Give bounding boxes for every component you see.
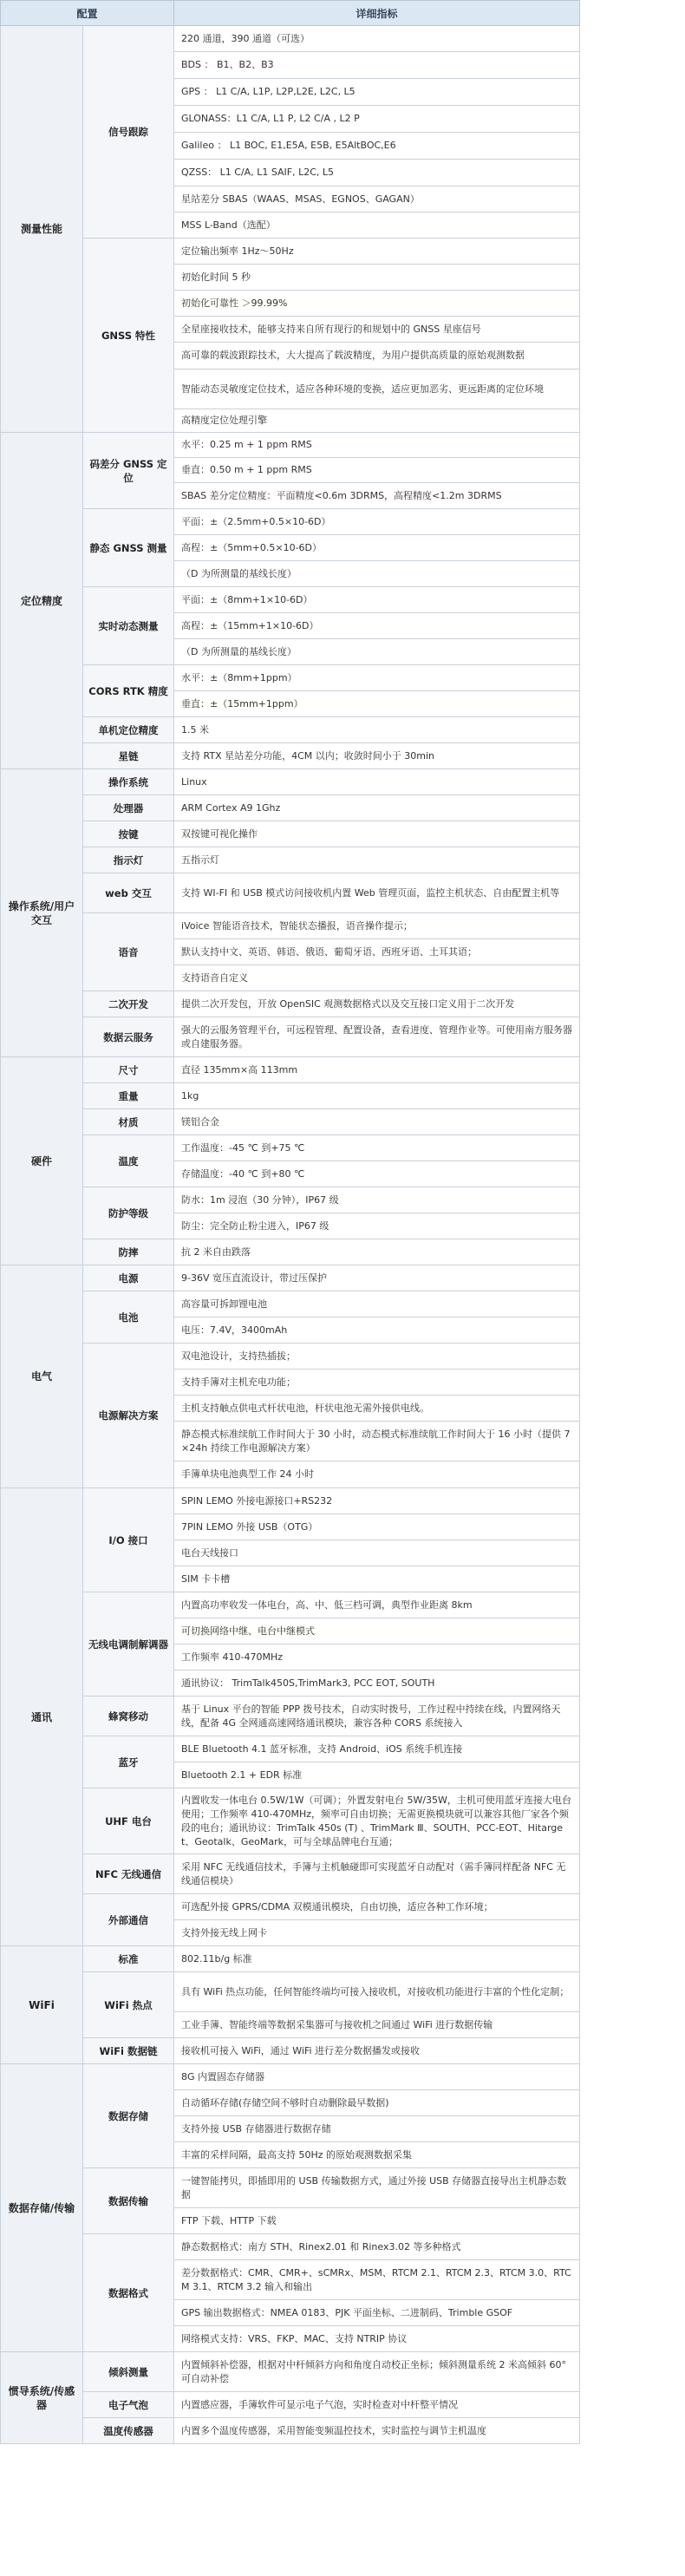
subcategory-cell: 电源 [83, 1265, 174, 1291]
detail-cell: 垂直：±（15mm+1ppm） [174, 691, 580, 717]
detail-cell: 内置倾斜补偿器，根据对中杆倾斜方向和角度自动校正坐标；倾斜测量系统 2 米高倾斜 60°可自动补偿 [174, 2352, 580, 2392]
table-row [1, 1109, 580, 1135]
detail-cell: BLE Bluetooth 4.1 蓝牙标准，支持 Android、iOS 系统手机连接 [174, 1736, 580, 1762]
detail-cell: SIM 卡卡槽 [174, 1566, 580, 1592]
subcategory-cell: 单机定位精度 [83, 717, 174, 743]
detail-cell: 802.11b/g 标准 [174, 1946, 580, 1972]
detail-cell: 静态模式标准续航工作时间大于 30 小时，动态模式标准续航工作时间大于 16 小时（提供 7×24h 持续工作电源解决方案） [174, 1422, 580, 1461]
subcategory-cell: 语音 [83, 913, 174, 991]
table-row [1, 433, 580, 458]
table-row [1, 847, 580, 873]
subcategory-cell: 电源解决方案 [83, 1344, 174, 1488]
detail-cell: 内置高功率收发一体电台，高、中、低三档可调，典型作业距离 8km [174, 1592, 580, 1618]
detail-cell: Linux [174, 769, 580, 795]
detail-cell: GPS 输出数据格式：NMEA 0183、PJK 平面坐标、二进制码、Trimble GSOF [174, 2300, 580, 2326]
table-row [1, 239, 580, 265]
subcategory-cell: 按键 [83, 821, 174, 847]
subcategory-cell: 倾斜测量 [83, 2352, 174, 2392]
detail-cell: 内置多个温度传感器，采用智能变频温控技术，实时监控与调节主机温度 [174, 2418, 580, 2444]
detail-cell: 防尘：完全防止粉尘进入，IP67 级 [174, 1213, 580, 1239]
detail-cell: 强大的云服务管理平台，可远程管理、配置设备，查看进度、管理作业等。可使用南方服务器或自建服务器。 [174, 1017, 580, 1057]
subcategory-cell: 数据传输 [83, 2168, 174, 2234]
detail-cell: 采用 NFC 无线通信技术，手簿与主机触碰即可实现蓝牙自动配对（需手簿同样配备 NFC 无线通信模块） [174, 1854, 580, 1894]
detail-cell: 可选配外接 GPRS/CDMA 双模通讯模块，自由切换，适应各种工作环境； [174, 1894, 580, 1920]
detail-cell: 可切换网络中继、电台中继模式 [174, 1618, 580, 1644]
detail-cell: 支持外接无线上网卡 [174, 1920, 580, 1946]
detail-cell: 直径 135mm×高 113mm [174, 1057, 580, 1083]
table-row [1, 1592, 580, 1618]
category-cell: WiFi [1, 1946, 83, 2064]
detail-cell: 抗 2 米自由跌落 [174, 1239, 580, 1265]
table-row [1, 873, 580, 913]
subcategory-cell: 星链 [83, 743, 174, 769]
subcategory-cell: 信号跟踪 [83, 26, 174, 239]
table-row [1, 1344, 580, 1370]
detail-cell: 提供二次开发包，开放 OpenSIC 观测数据格式以及交互接口定义用于二次开发 [174, 991, 580, 1017]
subcategory-cell: 外部通信 [83, 1894, 174, 1946]
detail-cell: 丰富的采样间隔，最高支持 50Hz 的原始观测数据采集 [174, 2142, 580, 2168]
detail-cell: 静态数据格式：南方 STH、Rinex2.01 和 Rinex3.02 等多种格式 [174, 2234, 580, 2260]
detail-cell: 智能动态灵敏度定位技术，适应各种环境的变换，适应更加恶劣、更远距离的定位环境 [174, 369, 580, 409]
detail-cell: （D 为所测量的基线长度） [174, 561, 580, 587]
subcategory-cell: 尺寸 [83, 1057, 174, 1083]
detail-cell: QZSS： L1 C/A, L1 SAIF, L2C, L5 [174, 160, 580, 186]
detail-cell: GLONASS：L1 C/A, L1 P, L2 C/A , L2 P [174, 106, 580, 133]
header-config: 配置 [1, 1, 174, 26]
table-row [1, 1265, 580, 1291]
detail-cell: iVoice 智能语音技术，智能状态播报，语音操作提示； [174, 913, 580, 939]
subcategory-cell: 操作系统 [83, 769, 174, 795]
subcategory-cell: WiFi 数据链 [83, 2038, 174, 2064]
detail-cell: Bluetooth 2.1 + EDR 标准 [174, 1762, 580, 1788]
detail-cell: 内置感应器，手簿软件可显示电子气泡，实时检查对中杆整平情况 [174, 2392, 580, 2418]
detail-cell: BDS ： B1、B2、B3 [174, 52, 580, 79]
detail-cell: 支持 WI-FI 和 USB 模式访问接收机内置 Web 管理页面，监控主机状态、自由配置主机等 [174, 873, 580, 913]
table-row [1, 2418, 580, 2444]
table-row [1, 1946, 580, 1972]
detail-cell: 一键智能拷贝，即插即用的 USB 传输数据方式，通过外接 USB 存储器直接导出主机静态数据 [174, 2168, 580, 2208]
detail-cell: 平面：±（2.5mm+0.5×10-6D） [174, 509, 580, 535]
detail-cell: 防水：1m 浸泡（30 分钟），IP67 级 [174, 1187, 580, 1213]
detail-cell: 初始化可靠性 ＞99.99% [174, 291, 580, 317]
detail-cell: （D 为所测量的基线长度） [174, 639, 580, 665]
subcategory-cell: CORS RTK 精度 [83, 665, 174, 717]
subcategory-cell: 电子气泡 [83, 2392, 174, 2418]
table-row [1, 1291, 580, 1317]
detail-cell: 网络模式支持：VRS、FKP、MAC、支持 NTRIP 协议 [174, 2326, 580, 2352]
table-row [1, 2392, 580, 2418]
detail-cell: 水平：0.25 m + 1 ppm RMS [174, 433, 580, 458]
subcategory-cell: 数据存储 [83, 2064, 174, 2168]
detail-cell: 初始化时间 5 秒 [174, 265, 580, 291]
detail-cell: SPIN LEMO 外接电源接口+RS232 [174, 1488, 580, 1514]
subcategory-cell: 防护等级 [83, 1187, 174, 1239]
detail-cell: 支持外接 USB 存储器进行数据存储 [174, 2116, 580, 2142]
detail-cell: 通讯协议： TrimTalk450S,TrimMark3, PCC EOT, SOUTH [174, 1670, 580, 1697]
detail-cell: 电压：7.4V，3400mAh [174, 1317, 580, 1344]
detail-cell: 9-36V 宽压直流设计，带过压保护 [174, 1265, 580, 1291]
detail-cell: 定位输出频率 1Hz～50Hz [174, 239, 580, 265]
table-row [1, 2234, 580, 2260]
table-row [1, 1894, 580, 1920]
table-row [1, 1057, 580, 1083]
detail-cell: 平面：±（8mm+1×10-6D） [174, 587, 580, 613]
category-cell: 定位精度 [1, 433, 83, 769]
detail-cell: 接收机可接入 WiFi，通过 WiFi 进行差分数据播发或接收 [174, 2038, 580, 2064]
subcategory-cell: UHF 电台 [83, 1788, 174, 1854]
detail-cell: 具有 WiFi 热点功能，任何智能终端均可接入接收机，对接收机功能进行丰富的个性化定制； [174, 1972, 580, 2012]
detail-cell: 双电池设计，支持热插拔； [174, 1344, 580, 1370]
table-row [1, 913, 580, 939]
subcategory-cell: 重量 [83, 1083, 174, 1109]
subcategory-cell: WiFi 热点 [83, 1972, 174, 2038]
detail-cell: 高可靠的载波跟踪技术，大大提高了载波精度，为用户提供高质量的原始观测数据 [174, 343, 580, 369]
detail-cell: 水平：±（8mm+1ppm） [174, 665, 580, 691]
table-row [1, 1697, 580, 1736]
subcategory-cell: 实时动态测量 [83, 587, 174, 665]
category-cell: 硬件 [1, 1057, 83, 1265]
subcategory-cell: GNSS 特性 [83, 239, 174, 433]
detail-cell: FTP 下载、HTTP 下载 [174, 2208, 580, 2234]
table-row [1, 509, 580, 535]
detail-cell: 五指示灯 [174, 847, 580, 873]
subcategory-cell: I/O 接口 [83, 1488, 174, 1592]
detail-cell: GPS ： L1 C/A, L1P, L2P,L2E, L2C, L5 [174, 79, 580, 106]
table-row [1, 743, 580, 769]
category-cell: 测量性能 [1, 26, 83, 433]
table-row [1, 2168, 580, 2208]
detail-cell: 手簿单块电池典型工作 24 小时 [174, 1461, 580, 1488]
category-cell: 电气 [1, 1265, 83, 1488]
table-row [1, 26, 580, 52]
table-header-row [1, 1, 580, 26]
subcategory-cell: 处理器 [83, 795, 174, 821]
table-row [1, 587, 580, 613]
detail-cell: 高精度定位处理引擎 [174, 409, 580, 433]
detail-cell: 主机支持触点供电式杆状电池，杆状电池无需外接供电线。 [174, 1396, 580, 1422]
header-details: 详细指标 [174, 1, 580, 26]
subcategory-cell: 指示灯 [83, 847, 174, 873]
detail-cell: 1kg [174, 1083, 580, 1109]
detail-cell: SBAS 差分定位精度：平面精度<0.6m 3DRMS，高程精度<1.2m 3DRMS [174, 483, 580, 509]
detail-cell: 支持手簿对主机充电功能； [174, 1370, 580, 1396]
table-row [1, 2352, 580, 2392]
detail-cell: 高程：±（15mm+1×10-6D） [174, 613, 580, 639]
subcategory-cell: 温度 [83, 1135, 174, 1187]
table-row [1, 717, 580, 743]
detail-cell: 全星座接收技术，能够支持来自所有现行的和规划中的 GNSS 星座信号 [174, 317, 580, 343]
detail-cell: 高容量可拆卸锂电池 [174, 1291, 580, 1317]
subcategory-cell: 数据云服务 [83, 1017, 174, 1057]
detail-cell: 垂直：0.50 m + 1 ppm RMS [174, 458, 580, 483]
category-cell: 惯导系统/传感器 [1, 2352, 83, 2444]
detail-cell: 星站差分 SBAS（WAAS、MSAS、EGNOS、GAGAN） [174, 186, 580, 212]
subcategory-cell: web 交互 [83, 873, 174, 913]
subcategory-cell: 数据格式 [83, 2234, 174, 2352]
subcategory-cell: 电池 [83, 1291, 174, 1344]
detail-cell: 工作温度：-45 ℃ 到+75 ℃ [174, 1135, 580, 1161]
detail-cell: 1.5 米 [174, 717, 580, 743]
detail-cell: 电台天线接口 [174, 1540, 580, 1566]
category-cell: 通讯 [1, 1488, 83, 1946]
subcategory-cell: 无线电调制解调器 [83, 1592, 174, 1697]
subcategory-cell: 静态 GNSS 测量 [83, 509, 174, 587]
table-row [1, 821, 580, 847]
table-row [1, 1788, 580, 1854]
table-row [1, 769, 580, 795]
table-row [1, 1187, 580, 1213]
category-cell: 数据存储/传输 [1, 2064, 83, 2352]
table-row [1, 2064, 580, 2090]
detail-cell: 8G 内置固态存储器 [174, 2064, 580, 2090]
detail-cell: MSS L-Band（选配） [174, 212, 580, 239]
table-row [1, 1854, 580, 1894]
table-row [1, 1135, 580, 1161]
detail-cell: 工业手簿、智能终端等数据采集器可与接收机之间通过 WiFi 进行数据传输 [174, 2012, 580, 2038]
detail-cell: 支持语音自定义 [174, 965, 580, 991]
detail-cell: Galileo ： L1 BOC, E1,E5A, E5B, E5AltBOC,E6 [174, 133, 580, 160]
subcategory-cell: 温度传感器 [83, 2418, 174, 2444]
detail-cell: 7PIN LEMO 外接 USB（OTG） [174, 1514, 580, 1540]
table-row [1, 795, 580, 821]
detail-cell: 双按键可视化操作 [174, 821, 580, 847]
table-body [1, 26, 580, 2444]
table-row [1, 1083, 580, 1109]
detail-cell: 自动循环存储(存储空间不够时自动删除最早数据) [174, 2090, 580, 2116]
table-row [1, 665, 580, 691]
subcategory-cell: 蓝牙 [83, 1736, 174, 1788]
detail-cell: 高程：±（5mm+0.5×10-6D） [174, 535, 580, 561]
subcategory-cell: 防摔 [83, 1239, 174, 1265]
detail-cell: 工作频率 410-470MHz [174, 1644, 580, 1670]
detail-cell: 差分数据格式：CMR、CMR+、sCMRx、MSM、RTCM 2.1、RTCM 2.3、RTCM 3.0、RTCM 3.1、RTCM 3.2 输入和输出 [174, 2260, 580, 2300]
detail-cell: 镁铝合金 [174, 1109, 580, 1135]
table-row [1, 2038, 580, 2064]
category-cell: 操作系统/用户交互 [1, 769, 83, 1057]
detail-cell: 默认支持中文、英语、韩语、俄语、葡萄牙语、西班牙语、土耳其语； [174, 939, 580, 965]
detail-cell: 内置收发一体电台 0.5W/1W（可调）；外置发射电台 5W/35W，主机可使用蓝牙连接大电台使用；工作频率 410-470MHz，频率可自由切换；无需更换模块就可以兼容其他厂家各个频段的电台；通讯协议：TrimTalk 450s (T) 、TrimMark Ⅲ、SOUTH、PCC-EOT、Hitarget、Geotalk、GeoMark，可与全球品牌电台互通； [174, 1788, 580, 1854]
detail-cell: ARM Cortex A9 1Ghz [174, 795, 580, 821]
table-row [1, 991, 580, 1017]
subcategory-cell: 标准 [83, 1946, 174, 1972]
table-row [1, 1736, 580, 1762]
detail-cell: 存储温度：-40 ℃ 到+80 ℃ [174, 1161, 580, 1187]
table-row [1, 1972, 580, 2012]
detail-cell: 支持 RTX 星站差分功能，4CM 以内；收敛时间小于 30min [174, 743, 580, 769]
subcategory-cell: 材质 [83, 1109, 174, 1135]
subcategory-cell: 蜂窝移动 [83, 1697, 174, 1736]
subcategory-cell: 二次开发 [83, 991, 174, 1017]
subcategory-cell: NFC 无线通信 [83, 1854, 174, 1894]
detail-cell: 基于 Linux 平台的智能 PPP 拨号技术，自动实时拨号，工作过程中持续在线，内置网络天线，配备 4G 全网通高速网络通讯模块，兼容各种 CORS 系统接入 [174, 1697, 580, 1736]
subcategory-cell: 码差分 GNSS 定位 [83, 433, 174, 509]
table-row [1, 1239, 580, 1265]
detail-cell: 220 通道，390 通道（可选） [174, 26, 580, 52]
table-row [1, 1488, 580, 1514]
table-row [1, 1017, 580, 1057]
